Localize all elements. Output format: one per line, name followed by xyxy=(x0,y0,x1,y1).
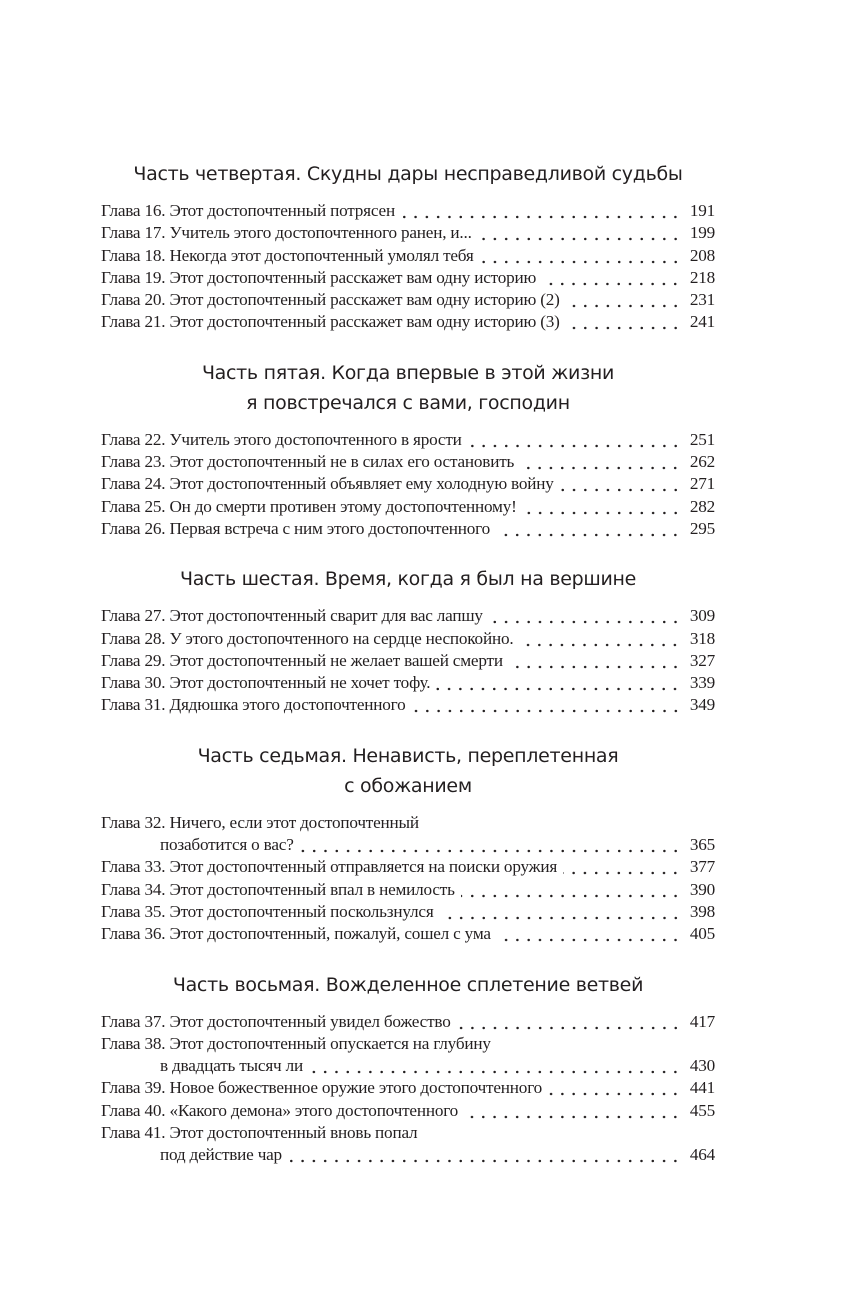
dot-leader xyxy=(436,672,681,694)
chapter-entry-line xyxy=(101,518,715,540)
chapter-title: Глава 26. Первая встреча с ним этого достопочтенного xyxy=(101,518,490,538)
chapter-entry xyxy=(101,518,715,540)
dot-leader xyxy=(566,289,681,311)
chapter-entry xyxy=(101,429,715,451)
chapter-title: Глава 29. Этот достопочтенный не желает вашей смерти xyxy=(101,650,503,670)
chapter-entry-line xyxy=(101,222,715,244)
chapter-entry-line xyxy=(101,834,715,856)
part-heading xyxy=(41,564,775,594)
chapter-entry-line xyxy=(101,429,715,451)
part-heading xyxy=(41,159,775,189)
chapter-title: Глава 38. Этот достопочтенный опускается на глубину xyxy=(101,1033,491,1053)
dot-leader xyxy=(560,473,681,495)
chapter-entry-line xyxy=(101,451,715,473)
chapter-title: Глава 30. Этот достопочтенный не хочет тофу. xyxy=(101,673,431,693)
chapter-entry xyxy=(101,222,715,244)
dot-leader xyxy=(300,834,681,856)
dot-leader xyxy=(480,245,681,267)
dot-leader xyxy=(412,694,682,716)
part-heading xyxy=(41,358,775,418)
chapter-title: Глава 35. Этот достопочтенный поскользнулся xyxy=(101,901,434,921)
dot-leader xyxy=(468,429,681,451)
chapter-entry xyxy=(101,200,715,222)
chapter-entry-line xyxy=(101,812,715,834)
page-number: 398 xyxy=(689,901,715,921)
chapter-title: Глава 21. Этот достопочтенный расскажет вам одну историю (3) xyxy=(101,312,560,332)
page-number: 377 xyxy=(689,857,715,877)
chapter-entry-line xyxy=(101,496,715,518)
part-heading-line: Часть шестая. Время, когда я был на вершине xyxy=(179,568,637,591)
part-heading-line: Часть четвертая. Скудны дары несправедливой судьбы xyxy=(133,163,683,185)
dot-leader xyxy=(478,222,681,244)
chapter-title: Глава 33. Этот достопочтенный отправляется на поиски оружия xyxy=(101,857,558,877)
chapter-entry xyxy=(101,496,715,518)
chapter-entry xyxy=(101,879,715,901)
chapter-entry-line xyxy=(101,650,715,672)
chapter-title: Глава 27. Этот достопочтенный сварит для вас лапшу xyxy=(101,606,483,626)
page-number: 241 xyxy=(689,312,715,332)
chapter-entry xyxy=(101,628,715,650)
part-heading xyxy=(41,970,775,1000)
dot-leader xyxy=(464,1100,681,1122)
chapter-entry-line xyxy=(101,628,715,650)
part-section xyxy=(101,159,715,334)
chapter-entry xyxy=(101,1011,715,1033)
chapter-entry xyxy=(101,812,715,857)
dot-leader xyxy=(461,879,681,901)
chapter-title: Глава 34. Этот достопочтенный впал в немилость xyxy=(101,879,455,899)
chapter-entry-line xyxy=(101,879,715,901)
chapter-title: Глава 40. «Какого демона» этого достопочтенного xyxy=(101,1100,459,1120)
page-number: 199 xyxy=(689,223,715,243)
chapter-title: Глава 18. Некогда этот достопочтенный умолял тебя xyxy=(101,245,474,265)
chapter-entry-line xyxy=(101,1077,715,1099)
chapter-entry-line xyxy=(101,1100,715,1122)
chapter-entry xyxy=(101,1033,715,1078)
chapter-entry-line xyxy=(101,1144,715,1166)
chapter-entry xyxy=(101,1122,715,1167)
chapter-entry xyxy=(101,245,715,267)
page-number: 349 xyxy=(689,695,715,715)
chapter-entry xyxy=(101,856,715,878)
chapter-entry-line xyxy=(101,1011,715,1033)
page-number: 390 xyxy=(689,879,715,899)
dot-leader xyxy=(440,901,681,923)
dot-leader xyxy=(563,856,681,878)
chapter-entry-line xyxy=(101,856,715,878)
chapter-title: Глава 32. Ничего, если этот достопочтенный xyxy=(101,812,419,832)
dot-leader xyxy=(309,1055,681,1077)
chapter-entry-line xyxy=(101,694,715,716)
page-number: 218 xyxy=(689,267,715,287)
page-number: 208 xyxy=(689,245,715,265)
chapter-entry-line xyxy=(101,923,715,945)
chapter-entry-line xyxy=(101,289,715,311)
page-number: 282 xyxy=(689,496,715,516)
page-number: 365 xyxy=(689,835,715,855)
part-heading-line: Часть пятая. Когда впервые в этой жизни xyxy=(201,361,615,384)
dot-leader xyxy=(288,1144,681,1166)
chapter-entry-line xyxy=(101,267,715,289)
chapter-entry-line xyxy=(101,605,715,627)
part-heading-line: я повстречался с вами, господин xyxy=(246,391,570,414)
chapter-title: под действие чар xyxy=(160,1145,282,1165)
dot-leader xyxy=(519,628,681,650)
chapter-entry xyxy=(101,311,715,333)
page-number: 191 xyxy=(689,201,715,220)
dot-leader xyxy=(523,496,681,518)
part-section xyxy=(101,741,715,946)
dot-leader xyxy=(520,451,681,473)
chapter-title: Глава 36. Этот достопочтенный, пожалуй, сошел с ума xyxy=(101,924,491,944)
chapter-title: Глава 16. Этот достопочтенный потрясен xyxy=(101,201,395,220)
part-heading-line: Часть седьмая. Ненависть, переплетенная xyxy=(197,744,619,767)
chapter-entry xyxy=(101,289,715,311)
chapter-entry-line xyxy=(101,672,715,694)
part-heading xyxy=(41,741,775,801)
chapter-title: Глава 17. Учитель этого достопочтенного ранен, и... xyxy=(101,223,472,243)
chapter-title: в двадцать тысяч ли xyxy=(160,1056,303,1076)
page-number: 455 xyxy=(689,1100,715,1120)
page-number: 339 xyxy=(689,673,715,693)
chapter-entry-line xyxy=(101,200,715,222)
chapter-entry xyxy=(101,650,715,672)
chapter-entry-line xyxy=(101,1122,715,1144)
chapter-title: Глава 37. Этот достопочтенный увидел божество xyxy=(101,1011,451,1031)
chapter-title: Глава 28. У этого достопочтенного на сердце неспокойно. xyxy=(101,628,514,648)
page-number: 464 xyxy=(689,1145,715,1165)
chapter-entry-line xyxy=(101,1055,715,1077)
dot-leader xyxy=(401,200,681,222)
dot-leader xyxy=(566,311,681,333)
chapter-entry xyxy=(101,1100,715,1122)
chapter-title: Глава 25. Он до смерти противен этому достопочтенному! xyxy=(101,496,517,516)
chapter-title: Глава 24. Этот достопочтенный объявляет ему холодную войну xyxy=(101,474,554,494)
chapter-title: Глава 23. Этот достопочтенный не в силах его остановить xyxy=(101,452,515,472)
page-number: 231 xyxy=(689,290,715,310)
chapter-title: Глава 20. Этот достопочтенный расскажет вам одну историю (2) xyxy=(101,290,560,310)
chapter-entry xyxy=(101,473,715,495)
chapter-title: Глава 31. Дядюшка этого достопочтенного xyxy=(101,695,406,715)
page-number: 262 xyxy=(689,452,715,472)
chapter-title: Глава 39. Новое божественное оружие этого достопочтенного xyxy=(101,1078,543,1098)
chapter-entry xyxy=(101,267,715,289)
page-number: 441 xyxy=(689,1078,715,1098)
chapter-title: Глава 19. Этот достопочтенный расскажет вам одну историю xyxy=(101,267,537,287)
page-number: 271 xyxy=(689,474,715,494)
page-number: 405 xyxy=(689,924,715,944)
chapter-title: позаботится о вас? xyxy=(160,835,294,855)
chapter-entry-line xyxy=(101,901,715,923)
chapter-entry-line xyxy=(101,1033,715,1055)
dot-leader xyxy=(457,1011,681,1033)
chapter-entry xyxy=(101,672,715,694)
page-number: 309 xyxy=(689,606,715,626)
page-number: 251 xyxy=(689,429,715,449)
dot-leader xyxy=(509,650,681,672)
dot-leader xyxy=(542,267,681,289)
part-section xyxy=(101,564,715,716)
chapter-entry xyxy=(101,923,715,945)
dot-leader xyxy=(497,923,681,945)
chapter-title: Глава 22. Учитель этого достопочтенного в ярости xyxy=(101,429,462,449)
part-section xyxy=(101,970,715,1167)
chapter-entry xyxy=(101,901,715,923)
page-number: 417 xyxy=(689,1011,715,1031)
chapter-entry xyxy=(101,694,715,716)
dot-leader xyxy=(548,1077,681,1099)
page-number: 295 xyxy=(689,518,715,538)
page-number: 318 xyxy=(689,628,715,648)
chapter-entry-line xyxy=(101,311,715,333)
chapter-title: Глава 41. Этот достопочтенный вновь попал xyxy=(101,1123,418,1143)
chapter-entry-line xyxy=(101,245,715,267)
dot-leader xyxy=(489,605,681,627)
chapter-entry-line xyxy=(101,473,715,495)
part-heading-line: с обожанием xyxy=(344,774,472,797)
page-number: 327 xyxy=(689,650,715,670)
chapter-entry xyxy=(101,1077,715,1099)
page-number: 430 xyxy=(689,1056,715,1076)
dot-leader xyxy=(496,518,681,540)
chapter-entry xyxy=(101,451,715,473)
chapter-entry xyxy=(101,605,715,627)
part-heading-line: Часть восьмая. Вожделенное сплетение ветвей xyxy=(172,973,644,996)
part-section xyxy=(101,358,715,540)
